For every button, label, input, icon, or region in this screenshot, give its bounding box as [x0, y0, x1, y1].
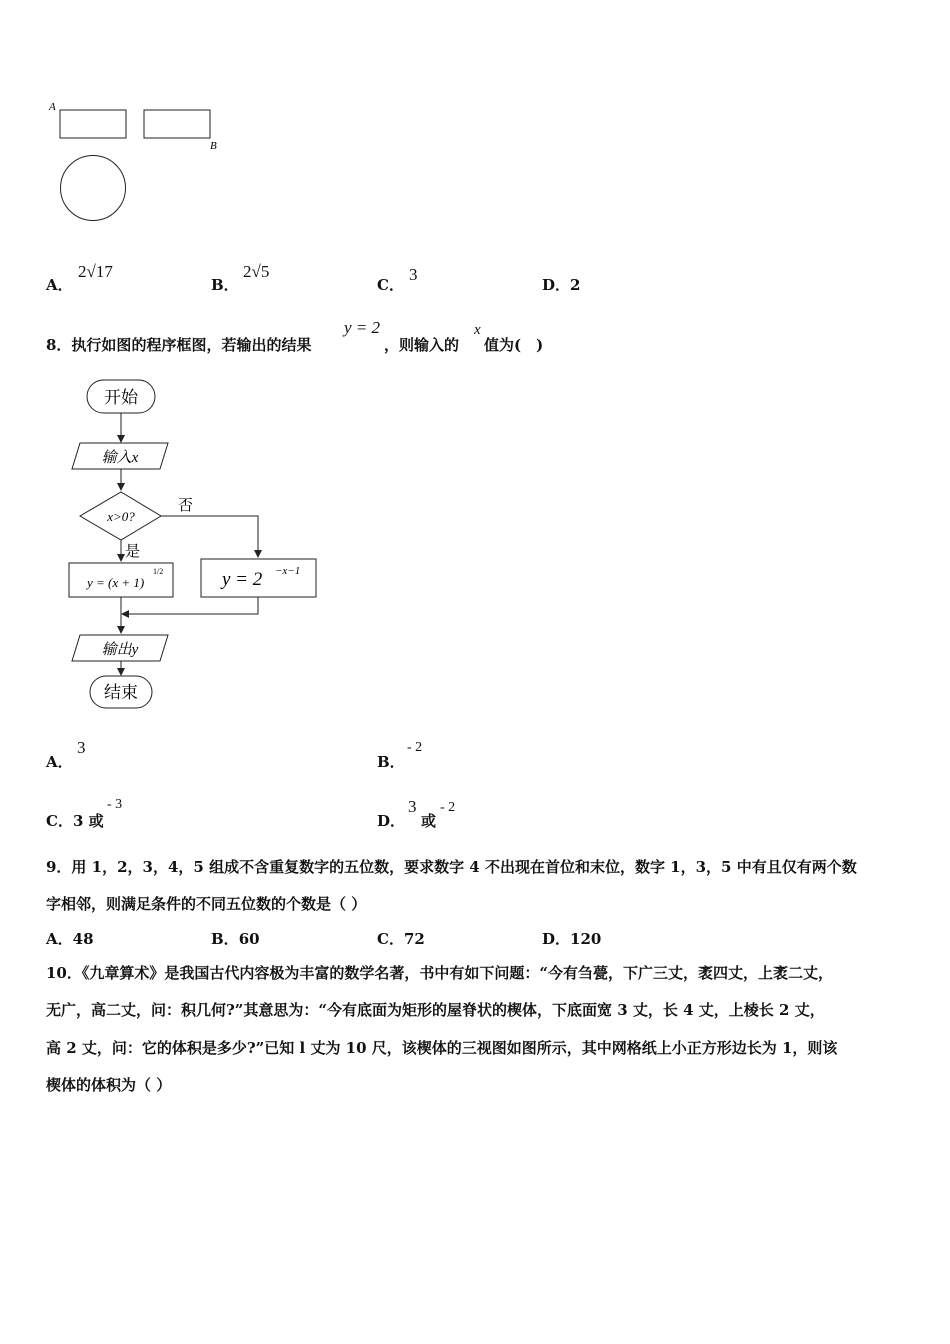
label-a: A [49, 101, 56, 113]
condition-label: x>0? [107, 509, 135, 524]
q10-line-1: 10．《九章算术》是我国古代内容极为丰富的数学名著，书中有如下问题：“今有刍甍，下广三丈，袤四丈，上袤二丈， [46, 964, 834, 982]
circle [61, 156, 126, 221]
q8-var-x: x [474, 322, 481, 338]
yes-label: 是 [125, 544, 141, 560]
start-label: 开始 [104, 388, 138, 407]
no-label: 否 [178, 498, 194, 514]
q8-option-b-value: - 2 [407, 740, 423, 755]
output-label: 输出y [101, 642, 139, 658]
yes-formula: y = (x + 1) [87, 575, 145, 590]
q7-option-a[interactable]: A． [46, 276, 73, 294]
q7-option-b[interactable]: B． [211, 276, 239, 294]
q10-line-3: 高 2 丈，问：它的体积是多少?”已知 l 丈为 10 尺，该楔体的三视图如图所示，其中网格纸上小正方形边长为 1，则该 [46, 1039, 838, 1057]
end-label: 结束 [104, 683, 138, 702]
no-formula: y = 2 [222, 569, 263, 590]
q8-equation: y = 2 [344, 318, 381, 337]
q8-option-a-value: 3 [77, 738, 86, 757]
q8-option-b[interactable]: B． [377, 753, 405, 771]
q8-text-3: 值为( ) [484, 336, 544, 354]
q8-option-a[interactable]: A． [46, 753, 73, 771]
label-b: B [210, 140, 217, 152]
q10-line-2: 无广，高二丈，问：积几何?”其意思为：“今有底面为矩形的屋脊状的楔体，下底面宽 3 丈，长 4 丈，上棱长 2 丈， [46, 1001, 825, 1019]
q8-text-1: 8．执行如图的程序框图，若输出的结果 [46, 336, 312, 354]
q7-option-c-value: 3 [409, 265, 418, 284]
q7-option-a-value: 2√17 [78, 262, 113, 281]
yes-exponent: 1/2 [153, 567, 164, 576]
q7-option-c[interactable]: C． [377, 276, 404, 294]
rect-b [144, 110, 210, 138]
q9-option-d[interactable]: D．120 [542, 930, 602, 948]
q9-option-a[interactable]: A．48 [46, 930, 94, 948]
q9-option-b[interactable]: B．60 [211, 930, 260, 948]
q10-line-4: 楔体的体积为（ ） [46, 1076, 172, 1094]
no-exponent: −x−1 [275, 565, 301, 577]
q8-option-d-mid: 或 [421, 812, 437, 830]
q8-option-d-prefix: 3 [408, 797, 417, 816]
q7-option-b-value: 2√5 [243, 262, 270, 281]
q8-option-d-value: - 2 [440, 800, 456, 815]
q9-line-1: 9．用 1，2，3，4，5 组成不含重复数字的五位数，要求数字 4 不出现在首位和末位，数字 1，3，5 中有且仅有两个数 [46, 858, 857, 876]
q8-text-2: ，则输入的 [384, 336, 460, 354]
q8-flowchart [60, 372, 330, 712]
input-label: 输入x [101, 450, 139, 466]
q8-option-c-value: - 3 [107, 797, 123, 812]
q7-figure [40, 95, 240, 230]
q9-line-2: 字相邻，则满足条件的不同五位数的个数是（ ） [46, 895, 367, 913]
q7-option-d[interactable]: D．2 [542, 276, 581, 294]
rect-a [60, 110, 126, 138]
q8-option-d[interactable]: D． [377, 812, 406, 830]
q8-option-c[interactable]: C．3 或 [46, 812, 104, 830]
q9-option-c[interactable]: C．72 [377, 930, 425, 948]
